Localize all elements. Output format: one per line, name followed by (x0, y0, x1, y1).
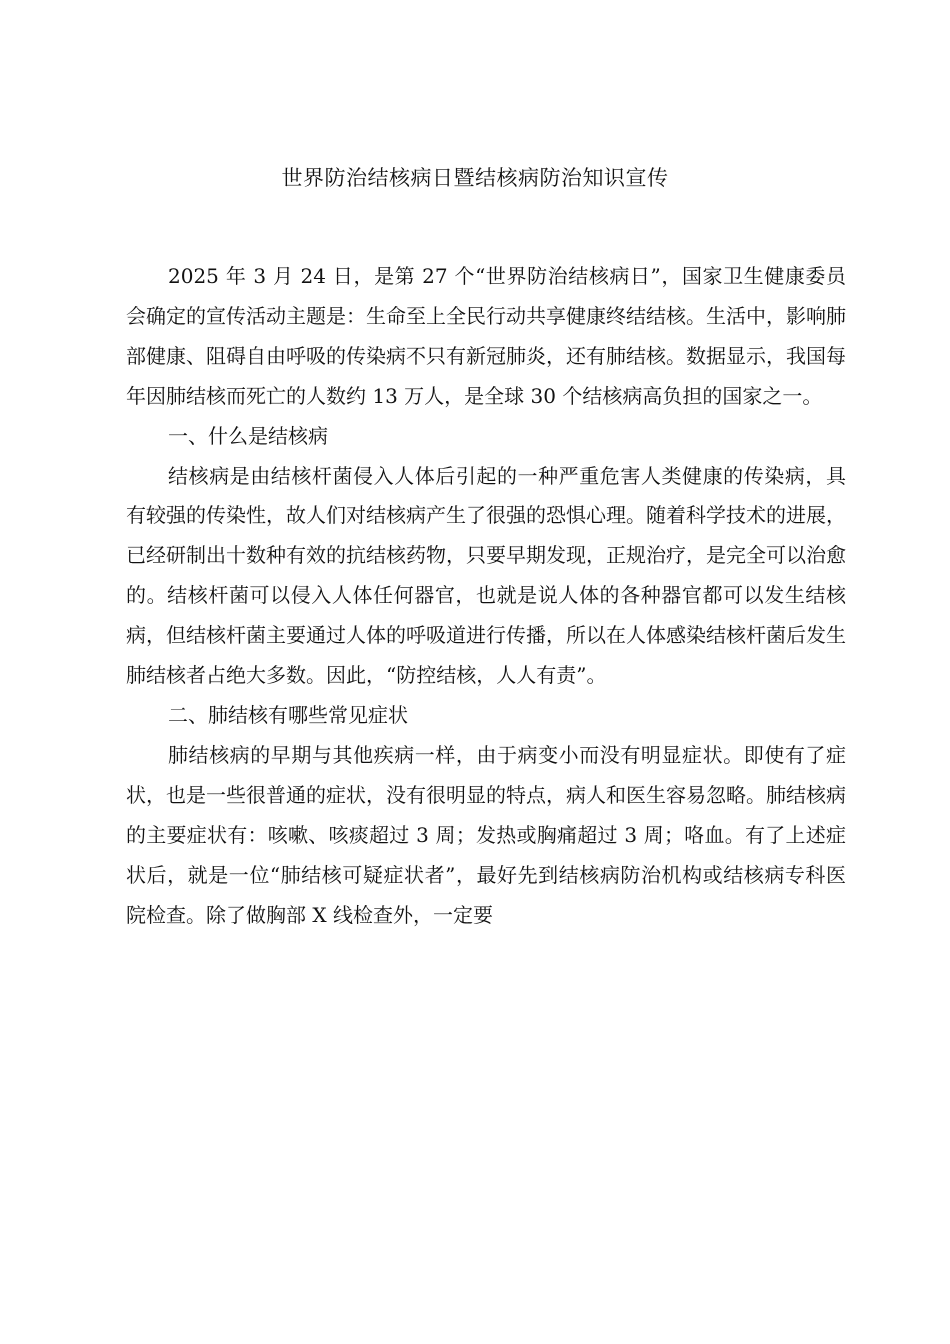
body-paragraph-symptoms: 肺结核病的早期与其他疾病一样，由于病变小而没有明显症状。即使有了症状，也是一些很普通的症状，没有很明显的特点，病人和医生容易忽略。肺结核病的主要症状有：咳嗽、咳痰超过 3 周；发热或胸痛超过 3 周；咯血。有了上述症状后，就是一位“肺结核可疑症状者”，最好先到结核病防治机构或结核病专科医院检查。除了做胸部 X 线检查外，一定要 (126, 742, 846, 927)
body-paragraph-what-is-tb: 结核病是由结核杆菌侵入人体后引起的一种严重危害人类健康的传染病，具有较强的传染性，故人们对结核病产生了很强的恐惧心理。随着科学技术的进展，已经研制出十数种有效的抗结核药物，只要早期发现，正规治疗，是完全可以治愈的。结核杆菌可以侵入人体任何器官，也就是说人体的各种器官都可以发生结核病，但结核杆菌主要通过人体的呼吸道进行传播，所以在人体感染结核杆菌后发生肺结核者占绝大多数。因此，“防控结核，人人有责”。 (126, 463, 846, 688)
section-heading-what-is-tb: 一、什么是结核病 (168, 423, 328, 448)
intro-paragraph: 2025 年 3 月 24 日，是第 27 个“世界防治结核病日”，国家卫生健康委员会确定的宣传活动主题是：生命至上全民行动共享健康终结结核。生活中，影响肺部健康、阻碍自由呼吸的传染病不只有新冠肺炎，还有肺结核。数据显示，我国每年因肺结核而死亡的人数约 13 万人，是全球 30 个结核病高负担的国家之一。 (126, 264, 846, 408)
section-heading-symptoms: 二、肺结核有哪些常见症状 (168, 702, 408, 727)
document-body (126, 257, 846, 935)
document-title: 世界防治结核病日暨结核病防治知识宣传 (281, 166, 669, 190)
